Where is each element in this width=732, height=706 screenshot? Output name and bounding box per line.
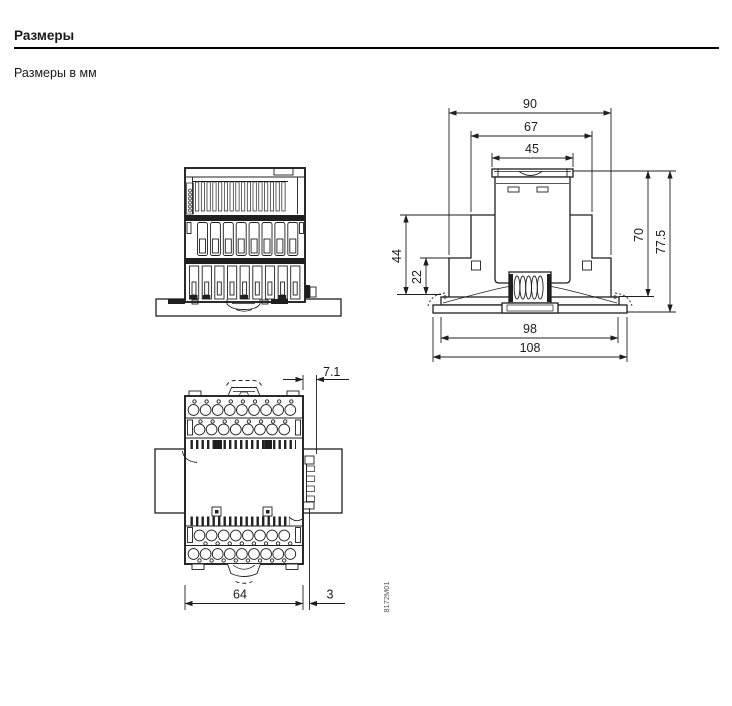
side-connector-front (305, 285, 310, 298)
units-note: Размеры в мм (14, 66, 97, 80)
front-view-drawing (156, 168, 341, 316)
top-view-drawing (155, 365, 349, 610)
dim-top-outer: 90 (523, 97, 537, 111)
rail-wing-right (303, 449, 342, 513)
side-view-drawing (390, 97, 676, 362)
dim-left-lower: 22 (410, 270, 424, 284)
dim-top-mid: 67 (524, 120, 538, 134)
page-title: Размеры (14, 28, 75, 43)
dim-bottom-outer: 108 (519, 341, 541, 355)
dim-connector-offset: 3 (326, 587, 334, 602)
rail-wing-left (155, 449, 185, 513)
dim-body-width: 64 (233, 587, 247, 602)
dim-right-body: 70 (632, 228, 646, 242)
dim-top-inner: 45 (525, 142, 539, 156)
dim-bottom-inner: 98 (523, 322, 537, 336)
dim-offset-right: 7.1 (323, 365, 341, 379)
spring-clip (502, 272, 558, 313)
dim-left-upper: 44 (390, 249, 404, 263)
dim-right-total: 77.5 (654, 229, 668, 255)
figure-code: 8172M01 (382, 581, 391, 613)
